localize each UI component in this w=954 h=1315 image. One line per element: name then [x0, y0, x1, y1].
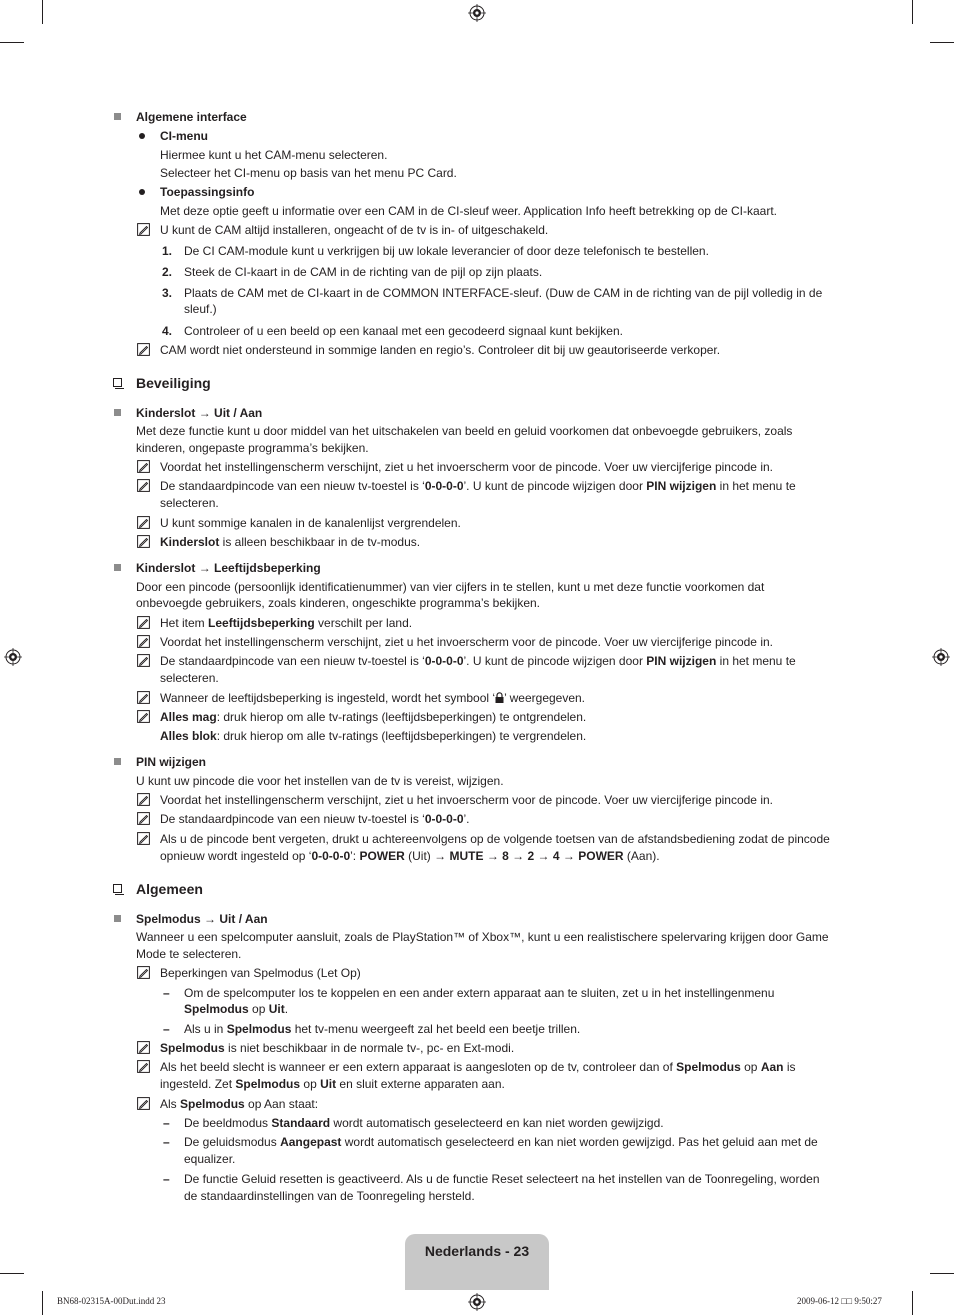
note-text	[160, 615, 412, 631]
text-part: ’. U kunt de pincode wijzigen door	[463, 654, 647, 668]
note-text: Beperkingen van Spelmodus (Let Op)	[160, 966, 361, 980]
text-part: en sluit externe apparaten aan.	[336, 1077, 505, 1091]
section-box-icon	[113, 884, 122, 893]
dash-bullet: –	[163, 1172, 170, 1186]
body-text: Wanneer u een spelcomputer aansluit, zoals de PlayStation™ of Xbox™, kunt u een realistischere spelervaring krijgen door Game	[136, 930, 829, 944]
square-bullet-icon	[114, 564, 121, 571]
text-part: Wanneer de leeftijdsbeperking is ingesteld, wordt het symbool ‘	[160, 691, 496, 705]
text-part: op	[300, 1077, 321, 1091]
note-icon	[137, 535, 150, 548]
key-name: MUTE	[449, 849, 484, 863]
item-heading	[136, 405, 262, 421]
note-icon	[137, 710, 150, 723]
square-bullet-icon	[114, 113, 121, 120]
pin-code: 0-0-0-0	[424, 479, 464, 493]
note-icon	[137, 635, 150, 648]
menu-term: Spelmodus	[184, 1002, 249, 1016]
step-text: De CI CAM-module kunt u verkrijgen bij uw lokale leverancier of door deze telefonisch te bestellen.	[184, 244, 709, 258]
note-text	[160, 478, 796, 494]
body-text: kinderen, ongepaste programma’s bekijken.	[136, 441, 369, 455]
pin-code: 0-0-0-0	[424, 812, 464, 826]
text-part: is	[783, 1060, 796, 1074]
note-text	[160, 1040, 514, 1056]
note-icon	[137, 1041, 150, 1054]
menu-term: Uit	[320, 1077, 337, 1091]
pin-code: 0-0-0-0	[424, 654, 464, 668]
sub-heading: Toepassingsinfo	[160, 185, 255, 199]
text-part: in het menu te	[716, 479, 796, 493]
body-text: Met deze functie kunt u door middel van het uitschakelen van beeld en geluid voorkomen dat onbevoegde gebruikers, zoals	[136, 424, 793, 438]
note-text	[160, 1059, 795, 1075]
text-part: op Aan staat:	[244, 1097, 319, 1111]
menu-term: Spelmodus	[235, 1077, 301, 1091]
text-part: opnieuw wordt ingesteld op ‘	[160, 849, 312, 863]
note-text: U kunt sommige kanalen in de kanalenlijst vergrendelen.	[160, 516, 461, 530]
body-text: Met deze optie geeft u informatie over een CAM in de CI-sleuf weer. Application Info heeft betrekking op de CI-kaart.	[160, 204, 778, 218]
key-name: 2	[527, 849, 535, 863]
text-part: is alleen beschikbaar in de tv-modus.	[219, 535, 421, 549]
note-icon	[137, 1060, 150, 1073]
text-part: : druk hierop om alle tv-ratings (leeftijdsbeperkingen) te ontgrendelen.	[216, 710, 587, 724]
note-icon	[137, 691, 150, 704]
menu-term: Aangepast	[280, 1135, 342, 1149]
step-number: 2.	[162, 265, 173, 279]
body-text: onbevoegde gebruikers, zoals kinderen, ongeschikte programma’s bekijken.	[136, 596, 541, 610]
square-bullet-icon	[114, 409, 121, 416]
body-text: de standaardinstellingen van de Toonregeling hersteld.	[184, 1189, 475, 1203]
note-icon	[137, 1097, 150, 1110]
text-part: ’ weergegeven.	[504, 691, 586, 705]
step-number: 1.	[162, 244, 173, 258]
note-text	[160, 1076, 505, 1092]
dash-bullet: –	[163, 1116, 170, 1130]
note-text	[160, 534, 420, 550]
body-text: equalizer.	[184, 1152, 236, 1166]
dash-bullet: –	[163, 1022, 170, 1036]
menu-term: Alles mag	[160, 710, 217, 724]
note-text: selecteren.	[160, 496, 219, 510]
round-bullet-icon	[139, 189, 145, 195]
item-heading	[136, 911, 268, 927]
menu-term: Spelmodus	[676, 1060, 741, 1074]
section-box-icon	[113, 378, 122, 387]
menu-term: PIN wijzigen	[646, 479, 717, 493]
text-part: De standaardpincode van een nieuw tv-toestel is ‘	[160, 812, 425, 826]
note-icon	[137, 343, 150, 356]
page-number: Nederlands - 23	[424, 1243, 530, 1259]
body-text: Door een pincode (persoonlijk identificatienummer) van vier cijfers in te stellen, kunt u met deze functie voorkomen dat	[136, 580, 765, 594]
text-part: ’. U kunt de pincode wijzigen door	[463, 479, 647, 493]
note-text: Als u de pincode bent vergeten, drukt u achtereenvolgens op de volgende toetsen van de afstandsbediening zodat de pincode	[160, 832, 830, 846]
note-icon	[137, 654, 150, 667]
note-icon	[137, 832, 150, 845]
arrow-glyph: →	[204, 912, 217, 926]
pin-code: 0-0-0-0	[311, 849, 351, 863]
body-text: U kunt uw pincode die voor het instellen van de tv is vereist, wijzigen.	[136, 774, 504, 788]
item-heading-part: Uit / Aan	[219, 912, 268, 926]
note-icon	[137, 616, 150, 629]
note-text: U kunt de CAM altijd installeren, ongeacht of de tv is in- of uitgeschakeld.	[160, 223, 549, 237]
note-icon	[137, 460, 150, 473]
note-icon	[137, 966, 150, 979]
step-number: 3.	[162, 286, 173, 300]
note-icon	[137, 793, 150, 806]
item-heading: Algemene interface	[136, 110, 247, 124]
print-slug-left: BN68-02315A-00Dut.indd 23	[57, 1296, 166, 1306]
text-part: Het item	[160, 616, 209, 630]
section-title: Beveiliging	[136, 375, 211, 391]
text-part: op	[740, 1060, 761, 1074]
step-text: sleuf.)	[184, 302, 217, 316]
menu-term: Spelmodus	[226, 1022, 292, 1036]
body-text	[184, 1134, 818, 1150]
key-name: POWER	[578, 849, 624, 863]
key-name: 4	[552, 849, 560, 863]
note-text: selecteren.	[160, 671, 219, 685]
round-bullet-icon	[139, 133, 145, 139]
item-heading-part: Spelmodus	[136, 912, 201, 926]
note-text: Voordat het instellingenscherm verschijnt, ziet u het invoerscherm voor de pincode. Voer uw viercijferige pincode in.	[160, 793, 773, 807]
text-part: De standaardpincode van een nieuw tv-toestel is ‘	[160, 479, 425, 493]
note-icon	[137, 479, 150, 492]
item-heading-part: Kinderslot	[136, 406, 196, 420]
step-text: Steek de CI-kaart in de CAM in de richting van de pijl op zijn plaats.	[184, 265, 543, 279]
text-part: →	[559, 849, 579, 863]
text-part: →	[508, 849, 528, 863]
menu-term: PIN wijzigen	[646, 654, 717, 668]
sub-heading: CI-menu	[160, 129, 208, 143]
item-heading-part: Uit / Aan	[214, 406, 263, 420]
note-icon	[137, 516, 150, 529]
text-part: Als	[160, 1097, 181, 1111]
text-part: (Aan).	[623, 849, 660, 863]
menu-term: Leeftijdsbeperking	[208, 616, 315, 630]
text-part: verschilt per land.	[314, 616, 413, 630]
menu-term: Spelmodus	[180, 1097, 245, 1111]
step-number: 4.	[162, 324, 173, 338]
step-text: Plaats de CAM met de CI-kaart in de COMMON INTERFACE-sleuf. (Duw de CAM in de richting van de pijl volledig in de	[184, 286, 823, 300]
text-part: ’.	[463, 812, 470, 826]
body-text	[184, 1001, 288, 1017]
text-part: het tv-menu weergeeft zal het beeld een beetje trillen.	[291, 1022, 581, 1036]
note-icon	[137, 223, 150, 236]
text-part: →	[534, 849, 553, 863]
note-text	[160, 709, 586, 725]
square-bullet-icon	[114, 915, 121, 922]
item-heading	[136, 560, 321, 576]
text-part: in het menu te	[716, 654, 796, 668]
note-text: CAM wordt niet ondersteund in sommige landen en regio’s. Controleer dit bij uw geautoriseerde verkoper.	[160, 343, 721, 357]
body-text: Hiermee kunt u het CAM-menu selecteren.	[160, 148, 388, 162]
dash-bullet: –	[163, 986, 170, 1000]
body-text	[184, 1021, 580, 1037]
note-text: Voordat het instellingenscherm verschijnt, ziet u het invoerscherm voor de pincode. Voer uw viercijferige pincode in.	[160, 635, 773, 649]
note-text: Voordat het instellingenscherm verschijnt, ziet u het invoerscherm voor de pincode. Voer uw viercijferige pincode in.	[160, 460, 773, 474]
print-slug-right: 2009-06-12 □□ 9:50:27	[797, 1296, 882, 1306]
text-part: wordt automatisch geselecteerd en kan niet worden gewijzigd.	[330, 1116, 664, 1130]
text-part: De geluidsmodus	[184, 1135, 281, 1149]
item-heading: PIN wijzigen	[136, 755, 207, 769]
section-title: Algemeen	[136, 881, 203, 897]
body-text: Selecteer het CI-menu op basis van het menu PC Card.	[160, 166, 457, 180]
text-part: De beeldmodus	[184, 1116, 272, 1130]
menu-term: Kinderslot	[160, 535, 220, 549]
body-text: Om de spelcomputer los te koppelen en een ander extern apparaat aan te sluiten, zet u in het instellingenmenu	[184, 986, 775, 1000]
text-part: : druk hierop om alle tv-ratings (leeftijdsbeperkingen) te vergrendelen.	[216, 729, 587, 743]
menu-term: Standaard	[271, 1116, 331, 1130]
text-part: wordt automatisch geselecteerd en kan niet worden gewijzigd. Pas het geluid aan met de	[341, 1135, 818, 1149]
key-name: 8	[502, 849, 509, 863]
item-heading-part: Leeftijdsbeperking	[214, 561, 321, 575]
menu-term: Aan	[760, 1060, 784, 1074]
text-part: Als het beeld slecht is wanneer er een extern apparaat is aangesloten op de tv, controleer dan of	[160, 1060, 677, 1074]
dash-bullet: –	[163, 1135, 170, 1149]
square-bullet-icon	[114, 758, 121, 765]
note-text	[160, 728, 586, 744]
menu-term: Spelmodus	[160, 1041, 225, 1055]
body-text	[184, 1115, 664, 1131]
text-part: op	[248, 1002, 269, 1016]
text-part: ingesteld. Zet	[160, 1077, 236, 1091]
note-text	[160, 811, 470, 827]
key-name: POWER	[359, 849, 405, 863]
text-part: .	[284, 1002, 289, 1016]
note-text	[160, 848, 660, 864]
text-part: ’:	[350, 849, 360, 863]
arrow-glyph: →	[198, 406, 211, 420]
text-part: (Uit) →	[404, 849, 450, 863]
note-text	[160, 690, 585, 706]
text-part: Als u in	[184, 1022, 227, 1036]
step-text: Controleer of u een beeld op een kanaal met een gecodeerd signaal kunt bekijken.	[184, 324, 623, 338]
arrow-glyph: →	[198, 561, 211, 575]
body-text: Mode te selecteren.	[136, 947, 242, 961]
menu-term: Uit	[268, 1002, 285, 1016]
menu-term: Alles blok	[160, 729, 217, 743]
text-part: →	[483, 849, 503, 863]
body-text: De functie Geluid resetten is geactiveerd. Als u de functie Reset selecteert na het instellen van de Toonregeling, worden	[184, 1172, 820, 1186]
text-part: is niet beschikbaar in de normale tv-, pc- en Ext-modi.	[224, 1041, 515, 1055]
lock-icon	[495, 692, 504, 703]
note-text	[160, 1096, 318, 1112]
note-icon	[137, 812, 150, 825]
note-text	[160, 653, 796, 669]
text-part: De standaardpincode van een nieuw tv-toestel is ‘	[160, 654, 425, 668]
item-heading-part: Kinderslot	[136, 561, 196, 575]
